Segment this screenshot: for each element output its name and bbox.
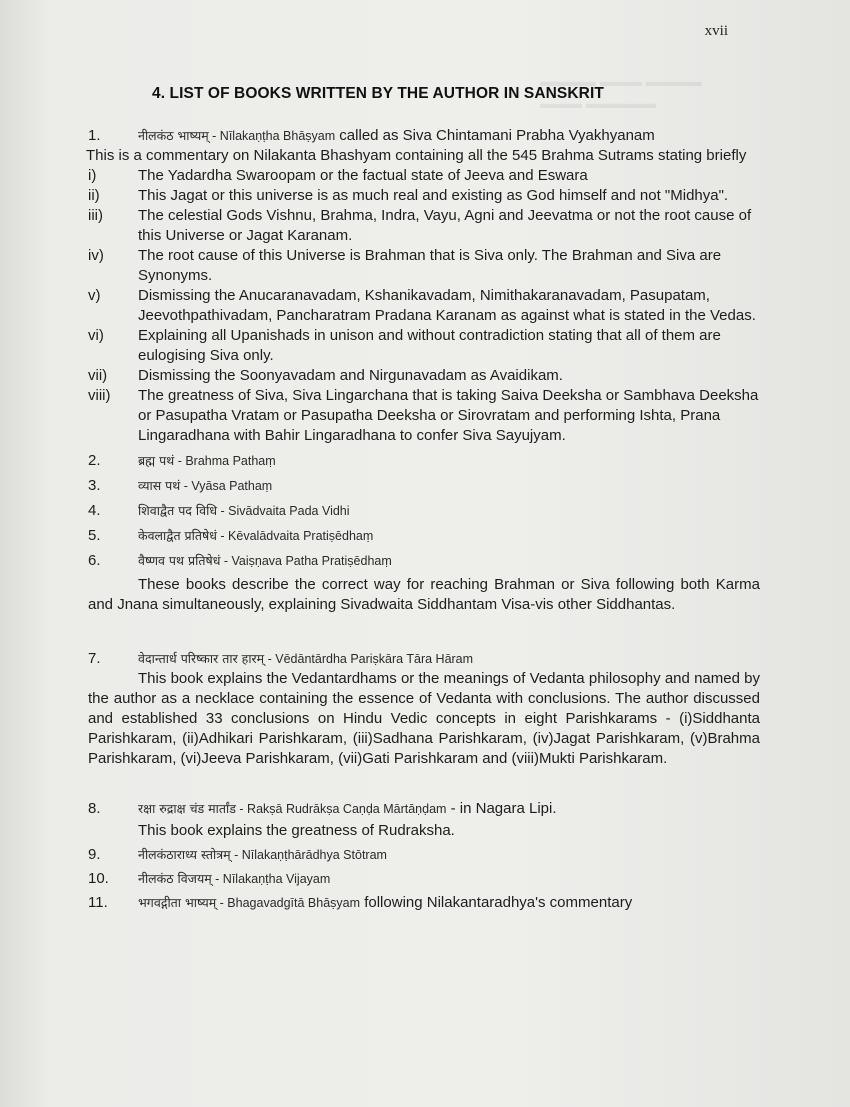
devanagari-title: वैष्णव पथ प्रतिषेधं (138, 553, 221, 568)
devanagari-title: रक्षा रुद्राक्ष चंड मार्तांड (138, 801, 236, 816)
item-number: 10. (88, 870, 109, 887)
point-number: v) (88, 287, 101, 304)
item-number: 1. (88, 127, 101, 144)
item-tail: following Nilakantaradhya's commentary (360, 894, 633, 911)
item1-intro: This is a commentary on Nilakanta Bhashyam containing all the 545 Brahma Sutrams stating briefly (86, 147, 747, 164)
point-number: viii) (88, 387, 111, 404)
item-number: 8. (88, 800, 101, 817)
page-number: xvii (704, 23, 728, 39)
roman-title: - Kēvalādvaita Pratiṣēdhaṃ (216, 529, 374, 543)
point-text: The Yadardha Swaroopam or the factual state of Jeeva and Eswara (138, 167, 588, 184)
point-number: iii) (88, 207, 103, 224)
point-text: Dismissing the Soonyavadam and Nirgunavadam as Avaidikam. (138, 367, 563, 384)
point-item (88, 386, 760, 446)
book-list (88, 126, 760, 913)
item-number: 7. (88, 650, 101, 667)
item-description: called as Siva Chintamani Prabha Vyakhyanam (335, 127, 655, 144)
roman-title: - Vēdāntārdha Pariṣkāra Tāra Hāram (264, 652, 474, 666)
item-number: 9. (88, 846, 101, 863)
item-number: 5. (88, 527, 101, 544)
item-number: 3. (88, 477, 101, 494)
point-number: i) (88, 167, 97, 184)
point-number: ii) (88, 187, 100, 204)
roman-title: - Nīlakaṇṭha Vijayam (211, 872, 331, 886)
book-item-10 (88, 869, 760, 889)
item-number: 4. (88, 502, 101, 519)
point-item (88, 286, 760, 326)
item1-points (88, 166, 760, 446)
roman-title: - Vaiṣṇava Patha Pratiṣēdhaṃ (220, 554, 392, 568)
devanagari-title: वेदान्तार्ध परिष्कार तार हारम् (138, 651, 265, 666)
point-text: The root cause of this Universe is Brahman that is Siva only. The Brahman and Siva are Synonyms. (138, 247, 722, 284)
book-item (88, 551, 760, 571)
roman-title: - Rakṣā Rudrākṣa Caṇḍa Mārtāṇḍam (235, 802, 447, 816)
bleed-through-text: ▬▬▬▬ ▬▬▬ ▬▬▬▬ ▬▬▬ ▬▬▬▬▬ (540, 73, 702, 111)
point-number: iv) (88, 247, 104, 264)
point-text: The celestial Gods Vishnu, Brahma, Indra, Vayu, Agni and Jeevatma or not the root cause of this Universe or Jagat Karanam. (138, 207, 752, 244)
roman-title: - Bhagavadgītā Bhāṣyam (216, 896, 361, 910)
roman-title: - Brahma Pathaṃ (174, 454, 276, 468)
point-item (88, 206, 760, 246)
point-item (88, 366, 760, 386)
item7-description: This book explains the Vedantardhams or the meanings of Vedanta philosophy and named by the author as a necklace containing the essence of Vedanta with conclusions. The author discussed and established 33 conclusions on Hindu Vedic concepts in eight Parishkarams - (i)Siddhanta Parishkaram, (ii)Adhikari Parishkaram, (iii)Sadhana Parishkaram, (iv)Jagat Parishkaram, (v)Brahma Parishkaram, (vi)Jeeva Parishkaram, (vii)Gati Parishkaram and (viii)Mukti Parishkaram. (88, 670, 760, 767)
devanagari-title: नीलकंठाराध्य स्तोत्रम् (138, 847, 231, 862)
point-text: Dismissing the Anucaranavadam, Kshanikavadam, Nimithakaranavadam, Pasupatam, Jeevothpathivadam, Pancharatram Pradana Karanam as against what is stated in the Vedas. (138, 287, 756, 324)
devanagari-title: भगवद्गीता भाष्यम् (138, 895, 217, 910)
book-item (88, 451, 760, 471)
item-number: 2. (88, 452, 101, 469)
book-item (88, 526, 760, 546)
point-text: This Jagat or this universe is as much real and existing as God himself and not "Midhya". (138, 187, 729, 204)
section-title: 4. LIST OF BOOKS WRITTEN BY THE AUTHOR IN SANSKRIT (152, 85, 604, 102)
roman-title: - Nīlakaṇṭha Bhāṣyam (208, 129, 336, 143)
devanagari-title: नीलकंठ विजयम् (138, 871, 212, 886)
roman-title: - Nīlakaṇṭhārādhya Stōtram (230, 848, 387, 862)
point-item (88, 246, 760, 286)
devanagari-title: नीलकंठ भाष्यम् (138, 128, 209, 143)
point-text: The greatness of Siva, Siva Lingarchana that is taking Saiva Deeksha or Sambhava Deeksha or Pasupatha Vratam or Pasupatha Deeksha or Sirovratam and performing Ishta, Prana Lingaradhana with Bahir Lingaradhana to confer Siva Sayujyam. (138, 387, 759, 444)
book-item-1 (88, 126, 760, 146)
devanagari-title: व्यास पथं (138, 478, 181, 493)
books-2-6-description: These books describe the correct way for reaching Brahman or Siva following both Karma and Jnana simultaneously, explaining Sivadwaita Siddhantam Visa-vis other Siddhantas. (88, 576, 760, 613)
book-item-7 (88, 649, 760, 669)
book-item (88, 476, 760, 496)
books-2-6 (88, 451, 760, 571)
book-item-11 (88, 893, 760, 913)
point-item (88, 166, 760, 186)
point-item (88, 326, 760, 366)
roman-title: - Vyāsa Pathaṃ (180, 479, 273, 493)
point-item (88, 186, 760, 206)
item-number: 11. (88, 894, 108, 911)
book-item-8 (88, 799, 760, 819)
point-number: vii) (88, 367, 108, 384)
book-item-9 (88, 845, 760, 865)
point-number: vi) (88, 327, 104, 344)
item-tail: - in Nagara Lipi. (446, 800, 557, 817)
devanagari-title: ब्रह्म पथं (138, 453, 175, 468)
devanagari-title: शिवाद्वैत पद विधि (138, 503, 218, 518)
roman-title: - Sivādvaita Pada Vidhi (217, 504, 350, 518)
devanagari-title: केवलाद्वैत प्रतिषेधं (138, 528, 217, 543)
item-number: 6. (88, 552, 101, 569)
point-text: Explaining all Upanishads in unison and without contradiction stating that all of them are eulogising Siva only. (138, 327, 721, 364)
book-item (88, 501, 760, 521)
item8-description: This book explains the greatness of Rudraksha. (138, 822, 455, 839)
